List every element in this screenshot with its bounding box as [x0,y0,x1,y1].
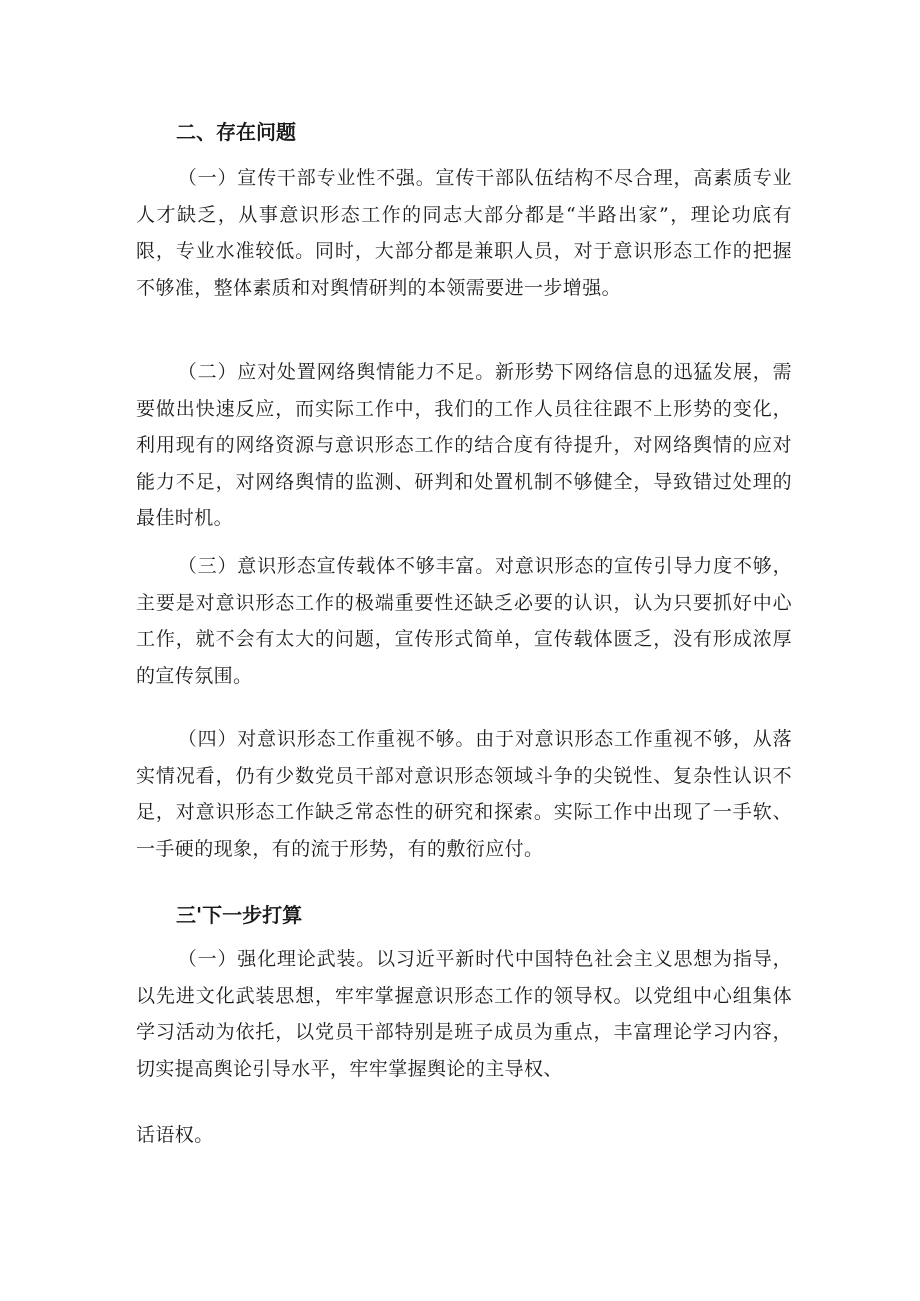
paragraph-problem-4: （四）对意识形态工作重视不够。由于对意识形态工作重视不够，从落实情况看，仍有少数党员干部对意识形态领域斗争的尖锐性、复杂性认识不足，对意识形态工作缺乏常态性的研究和探索。实际工作中出现了一手软、一手硬的现象，有的流于形势，有的敷衍应付。 [136,728,792,860]
paragraph-problem-2: （二）应对处置网络舆情能力不足。新形势下网络信息的迅猛发展，需要做出快速反应，而实际工作中，我们的工作人员往往跟不上形势的变化，利用现有的网络资源与意识形态工作的结合度有待提升，对网络舆情的应对能力不足，对网络舆情的监测、研判和处置机制不够健全，导致错过处理的最佳时机。 [136,361,792,529]
paragraph-next-step-1: （一）强化理论武装。以习近平新时代中国特色社会主义思想为指导，以先进文化武装思想，牢牢掌握意识形态工作的领导权。以党组中心组集体学习活动为依托，以党员干部特别是班子成员为重点，丰富理论学习内容，切实提高舆论引导水平，牢牢掌握舆论的主导权、 [136,948,792,1080]
paragraph-problem-1: （一）宣传干部专业性不强。宣传干部队伍结构不尽合理，高素质专业人才缺乏，从事意识形态工作的同志大部分都是“半路出家”，理论功底有限，专业水准较低。同时，大部分都是兼职人员，对于意识形态工作的把握不够准，整体素质和对舆情研判的本领需要进一步增强。 [136,167,792,299]
section-heading-next-steps: 三'下一步打算 [176,903,303,927]
paragraph-problem-3: （三）意识形态宣传载体不够丰富。对意识形态的宣传引导力度不够，主要是对意识形态工作的极端重要性还缺乏必要的认识，认为只要抓好中心工作，就不会有太大的问题，宣传形式简单，宣传载体匮乏，没有形成浓厚的宣传氛围。 [136,555,792,687]
paragraph-next-step-1-tail: 话语权。 [136,1124,214,1146]
section-heading-problems: 二、存在问题 [176,120,296,144]
